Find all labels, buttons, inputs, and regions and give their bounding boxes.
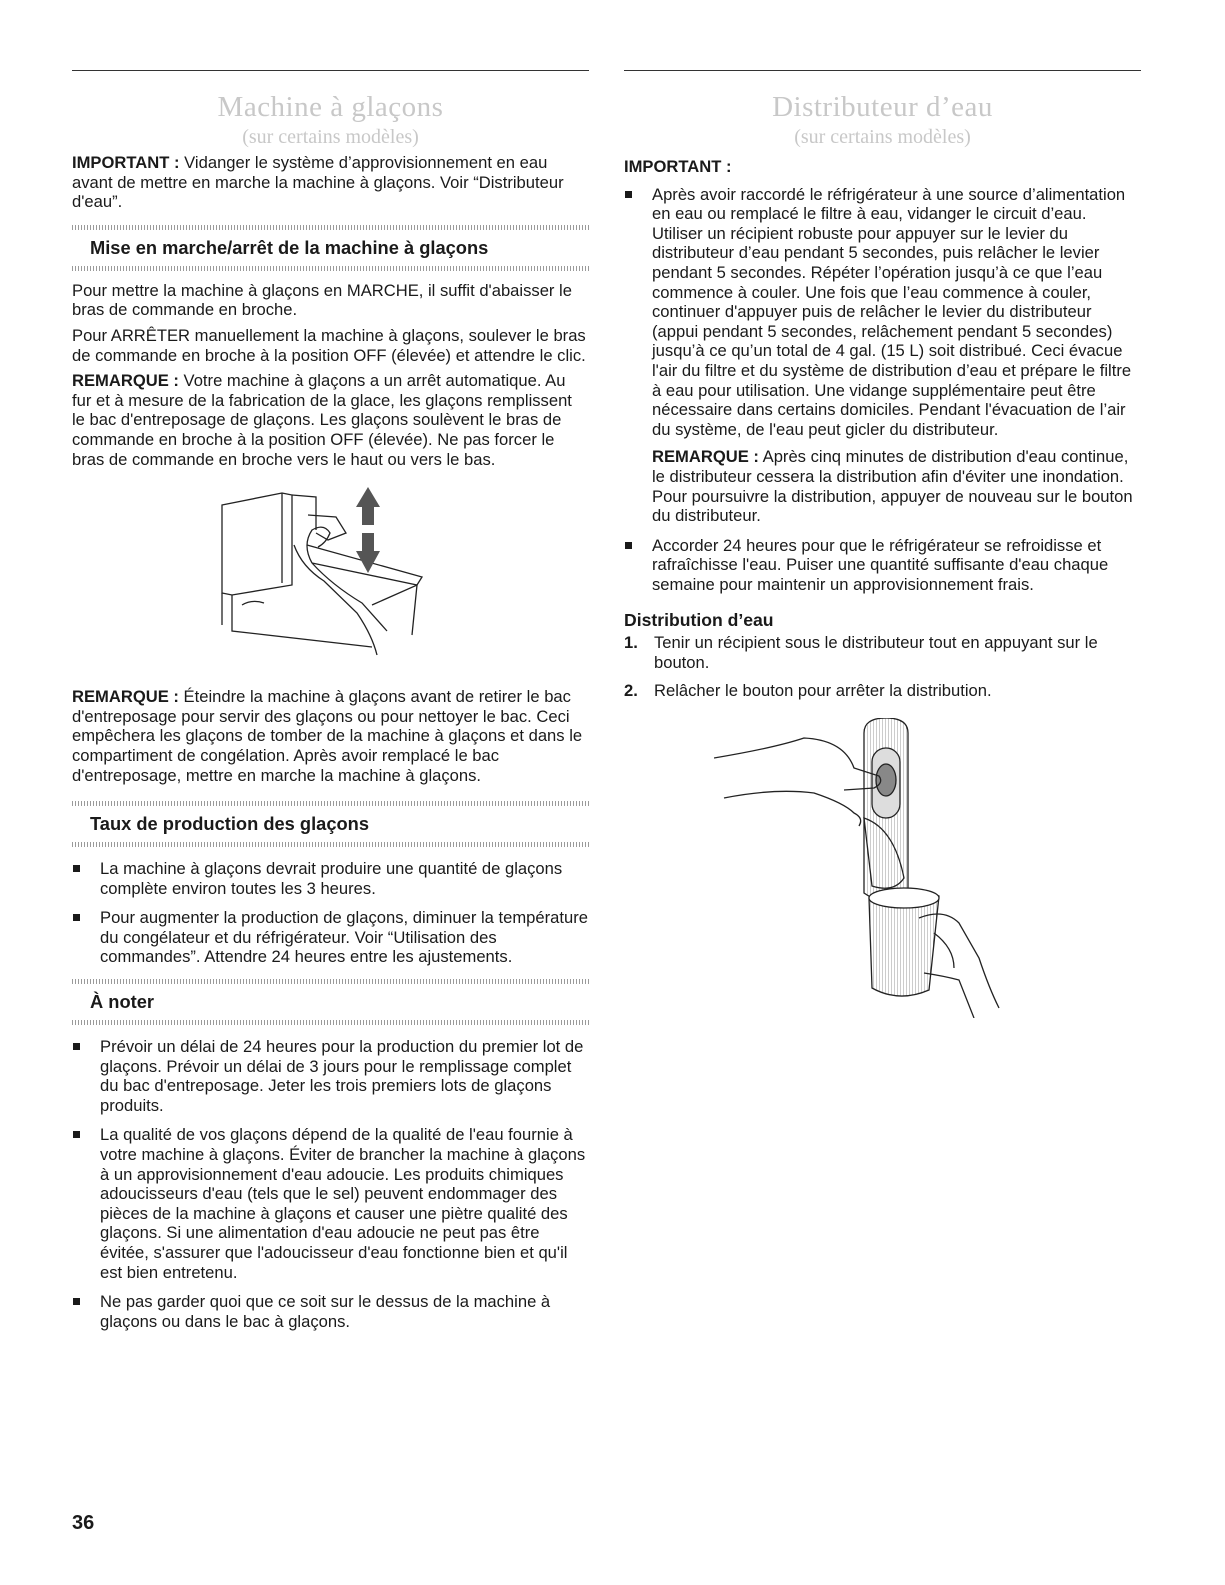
hatch-divider — [72, 266, 589, 271]
step-item — [624, 633, 1141, 672]
water-dispenser-illustration — [714, 718, 1054, 1018]
dispensing-steps — [624, 633, 1141, 700]
important-paragraph — [72, 153, 589, 212]
section-title: Distributeur d’eau — [772, 91, 993, 123]
note-text: Éteindre la machine à glaçons avant de retirer le bac d'entreposage pour servir des glaçons ou pour nettoyer le bac. Ceci empêchera les glaçons de tomber de la machine à glaçons et dans le compartiment de congélation. Après avoir remplacé le bac d'entreposage, mettre en marche la machine à glaçons. — [72, 687, 583, 785]
rate-list — [72, 859, 589, 967]
dispenser-note — [652, 447, 1141, 525]
right-column — [624, 70, 1141, 1018]
note-text: Votre machine à glaçons a un arrêt automatique. Au fur et à mesure de la fabrication de la glace, les glaçons remplissent le bac d'entreposage de glaçons. Les glaçons soulèvent le bras de commande en broche à la position OFF (élevée). Ne pas forcer le bras de commande en broche vers le haut ou vers le bas. — [72, 371, 572, 469]
list-item: La machine à glaçons devrait produire une quantité de glaçons complète environ toutes les 3 heures. — [72, 859, 589, 898]
notes-list — [72, 1037, 589, 1331]
list-item: La qualité de vos glaçons dépend de la qualité de l'eau fournie à votre machine à glaçons. Éviter de brancher la machine à glaçons à un approvisionnement d'eau adoucie. Les produits chimiques adoucisseurs d'eau (tels que le sel) peuvent endommager des pièces de la machine à glaçons et causer une piètre qualité des glaçons. Si une alimentation d'eau adoucie ne peut pas être évitée, s'assurer que l'adoucisseur d'eau fonctionne bien et qu'il est bien entretenu. — [72, 1125, 589, 1282]
left-column — [72, 70, 589, 1341]
onoff-note — [72, 371, 589, 469]
dispenser-drawing — [714, 718, 1054, 1018]
important-text: Vidanger le système d’approvisionnement en eau avant de mettre en marche la machine à glaçons. Voir “Distributeur d'eau”. — [72, 153, 564, 212]
notes-heading: À noter — [90, 991, 154, 1013]
top-rule — [72, 70, 589, 71]
step-number: 1. — [624, 633, 638, 653]
section-subtitle: (sur certains modèles) — [242, 126, 419, 148]
list-item: Accorder 24 heures pour que le réfrigérateur se refroidisse et rafraîchisse l'eau. Puiser une quantité suffisante d'eau chaque semaine pour maintenir un approvisionnement frais. — [624, 536, 1141, 595]
step-number: 2. — [624, 680, 638, 700]
note-label: REMARQUE : — [72, 687, 179, 707]
note-label: REMARQUE : — [652, 447, 759, 467]
step-item — [624, 681, 1141, 701]
dispensing-heading: Distribution d’eau — [624, 610, 774, 631]
notes-section — [72, 979, 589, 1025]
ice-maker-arm-drawing — [212, 485, 472, 667]
flush-instructions: Après avoir raccordé le réfrigérateur à une source d’alimentation en eau ou remplacé le filtre à eau, vidanger le circuit d’eau. Utiliser un récipient robuste pour appuyer sur le levier du distributeur d’eau pendant 5 secondes, puis relâcher le levier pendant 5 secondes. Répéter l’opération jusqu’à ce que l’eau commence à couler. Une fois que l’eau commence à couler, continuer d'appuyer puis de relâcher le levier du distributeur (appui pendant 5 secondes, relâchement pendant 5 secondes) jusqu’à ce qu’un total de 4 gal. (15 L) soit distribué. Ceci évacue l'air du filtre et du système de distribution d’eau et prépare le filtre à eau pour utilisation. Une vidange supplémentaire peut être nécessaire dans certains domiciles. Pendant l'évacuation de l’air du système, de l'eau peut gicler du distributeur. — [652, 184, 1132, 439]
onoff-heading: Mise en marche/arrêt de la machine à glaçons — [90, 236, 489, 258]
onoff-section — [72, 225, 589, 271]
list-item: Ne pas garder quoi que ce soit sur le dessus de la machine à glaçons ou dans le bac à glaçons. — [72, 1292, 589, 1331]
important-label: IMPORTANT : — [624, 157, 732, 176]
onoff-paragraph-2: Pour ARRÊTER manuellement la machine à glaçons, soulever le bras de commande en broche à la position OFF (élevée) et attendre le clic. — [72, 325, 586, 365]
important-label: IMPORTANT : — [72, 153, 180, 172]
list-item: Pour augmenter la production de glaçons, diminuer la température du congélateur et du réfrigérateur. Voir “Utilisation des commandes”. Attendre 24 heures entre les ajustements. — [72, 908, 589, 967]
onoff-paragraph-1: Pour mettre la machine à glaçons en MARCHE, il suffit d'abaisser le bras de commande en broche. — [72, 280, 572, 320]
removal-note — [72, 687, 589, 785]
top-rule — [624, 70, 1141, 71]
rate-section — [72, 801, 589, 847]
hatch-divider — [72, 842, 589, 847]
hatch-divider — [72, 1020, 589, 1025]
list-item — [624, 185, 1141, 526]
step-text: Relâcher le bouton pour arrêter la distribution. — [654, 680, 992, 700]
section-subtitle: (sur certains modèles) — [794, 126, 971, 148]
step-text: Tenir un récipient sous le distributeur tout en appuyant sur le bouton. — [654, 633, 1098, 673]
important-heading — [624, 157, 1141, 177]
page-number: 36 — [72, 1512, 95, 1534]
important-list — [624, 185, 1141, 595]
rate-heading: Taux de production des glaçons — [90, 813, 369, 835]
section-title: Machine à glaçons — [217, 91, 444, 123]
list-item: Prévoir un délai de 24 heures pour la production du premier lot de glaçons. Prévoir un délai de 3 jours pour le remplissage complet du bac d'entreposage. Jeter les trois premiers lots de glaçons produits. — [72, 1037, 589, 1115]
ice-maker-illustration — [212, 485, 472, 667]
note-label: REMARQUE : — [72, 371, 179, 391]
note-text: Après cinq minutes de distribution d'eau continue, le distributeur cessera la distribution afin d'éviter une inondation. Pour poursuivre la distribution, appuyer de nouveau sur le bouton du distributeur. — [652, 447, 1133, 526]
